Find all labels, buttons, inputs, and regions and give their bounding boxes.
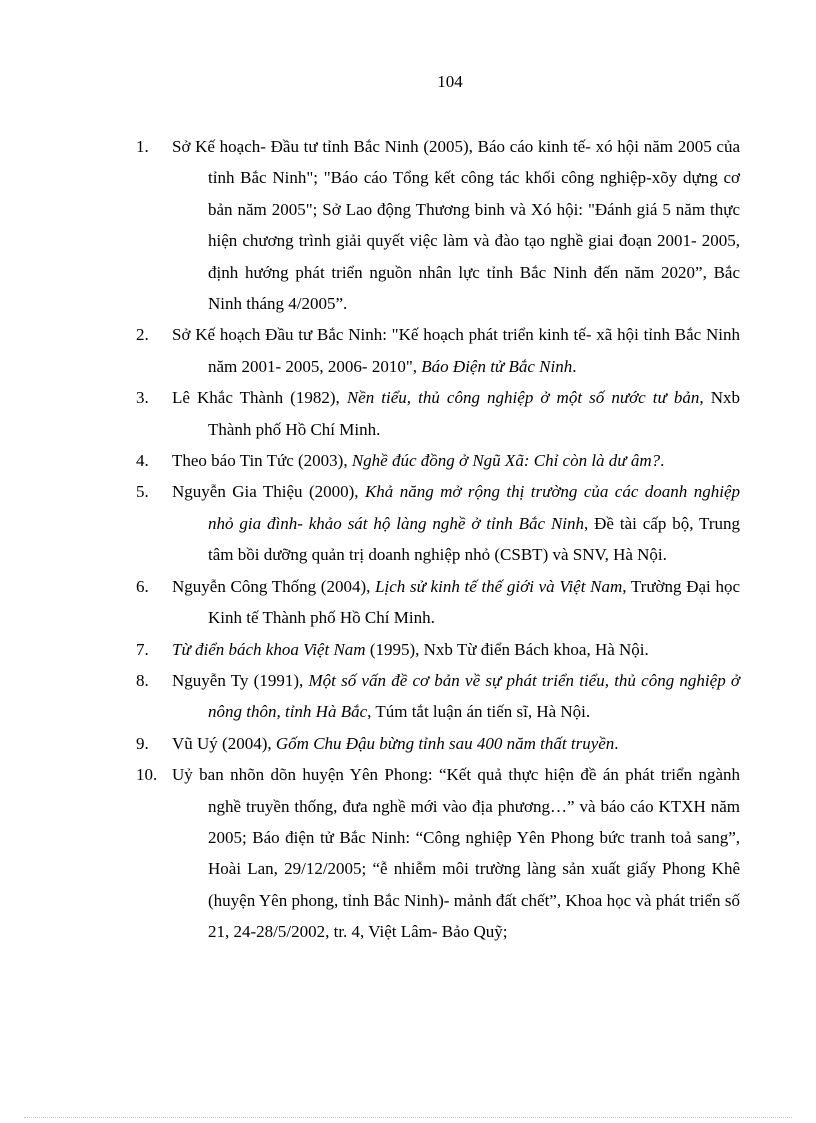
reference-item <box>136 759 740 947</box>
reference-number: 6. <box>136 576 149 596</box>
reference-text-part: Nguyễn Ty (1991), <box>172 670 309 690</box>
reference-item <box>136 728 740 759</box>
reference-title: Khả năng mở rộng thị trường của các doanh nghiệp nhỏ gia đình- khảo sát hộ làng nghề ở tỉnh Bắc Ninh <box>208 482 740 533</box>
reference-text-part: Nguyễn Gia Thiệu (2000), <box>172 482 365 502</box>
reference-title: Báo Điện tử Bắc Ninh <box>421 356 573 376</box>
reference-text-part: , Trường Đại học Kinh tế Thành phố Hồ Chí Minh. <box>208 576 741 628</box>
reference-title: Một số vấn đề cơ bản về sự phát triển tiểu, thủ công nghiệp ở nông thôn, tỉnh Hà Bắc <box>208 670 740 722</box>
reference-item <box>136 665 740 728</box>
reference-text <box>172 476 740 570</box>
reference-text-part: Lê Khắc Thành (1982), <box>172 388 347 408</box>
reference-item <box>136 382 740 445</box>
reference-number: 10. <box>136 765 158 785</box>
reference-number: 8. <box>136 670 149 690</box>
reference-item <box>136 634 740 665</box>
reference-item <box>136 571 740 634</box>
reference-text-part: Vũ Uý (2004), <box>172 733 276 753</box>
reference-text-part: , Đề tài cấp bộ, Trung tâm bồi dưỡng quản trị doanh nghiệp nhỏ (CSBT) và SNV, Hà Nội. <box>208 513 740 565</box>
reference-number: 7. <box>136 639 149 659</box>
reference-text <box>172 665 740 728</box>
reference-number: 9. <box>136 733 149 753</box>
reference-text <box>172 571 741 634</box>
reference-text-part: Theo báo Tin Tức (2003), <box>172 451 352 471</box>
reference-text-part: Sở Kế hoạch- Đầu tư tỉnh Bắc Ninh (2005), Báo cáo kinh tế- xó hội năm 2005 của tỉnh Bắc Ninh"; "Báo cáo Tổng kết công tác khối công nghiệp-xõy dựng cơ bản năm 2005"; Sở Lao động Thương binh và Xó hội: "Đánh giá 5 năm thực hiện chương trình giải quyết việc làm và đào tạo nghề giai đoạn 2001- 2005, định hướng phát triển nguồn nhân lực tỉnh Bắc Ninh đến năm 2020”, Bắc Ninh tháng 4/2005”. <box>172 137 740 314</box>
reference-number: 2. <box>136 325 149 345</box>
reference-text-part: . <box>614 733 619 753</box>
reference-text-part: Nguyễn Công Thống (2004), <box>172 576 376 596</box>
reference-text <box>172 382 740 445</box>
reference-title: Nghề đúc đồng ở Ngũ Xã: Chỉ còn là dư âm? <box>351 451 661 471</box>
reference-text <box>172 319 740 382</box>
reference-title: Nền tiểu, thủ công nghiệp ở một số nước tư bản <box>346 388 700 408</box>
reference-number: 1. <box>136 137 149 156</box>
reference-title: Từ điển bách khoa Việt Nam <box>172 639 366 659</box>
reference-title: Lịch sử kinh tế thế giới và Việt Nam <box>375 576 623 596</box>
reference-number: 3. <box>136 388 149 408</box>
reference-title: Gốm Chu Đậu bừng tỉnh sau 400 năm thất truyền <box>275 733 615 753</box>
reference-text <box>172 131 740 319</box>
reference-text-part: . <box>660 451 665 471</box>
reference-text <box>172 634 740 665</box>
reference-text <box>172 728 740 759</box>
reference-text-part: , Nxb Thành phố Hồ Chí Minh. <box>208 388 740 439</box>
page-number: 104 <box>437 72 463 91</box>
reference-text-part: (1995), Nxb Từ điển Bách khoa, Hà Nội. <box>365 639 649 659</box>
reference-text <box>172 445 740 476</box>
reference-text-part: Sở Kế hoạch Đầu tư Bắc Ninh: "Kế hoạch phát triển kinh tế- xã hội tỉnh Bắc Ninh năm 2001- 2005, 2006- 2010", <box>172 325 740 376</box>
reference-item <box>136 476 740 570</box>
reference-text-part: Uỷ ban nhõn dõn huyện Yên Phong: “Kết quả thực hiện đề án phát triển ngành nghề truyền thống, đưa nghề mới vào địa phương…” và báo cáo KTXH năm 2005; Báo điện tử Bắc Ninh: “Công nghiệp Yên Phong bức tranh toả sang”, Hoài Lan, 29/12/2005; “ễ nhiễm môi trường làng sản xuất giấy Phong Khê (huyện Yên phong, tỉnh Bắc Ninh)- mảnh đất chết”, Khoa học và phát triển số 21, 24-28/5/2002, tr. 4, Việt Lâm- Bảo Quỹ; <box>172 765 740 942</box>
reference-item <box>136 445 740 476</box>
reference-number: 5. <box>136 482 149 502</box>
reference-list <box>136 131 740 948</box>
reference-text-part: . <box>572 356 577 376</box>
reference-item <box>136 319 740 382</box>
reference-number: 4. <box>136 451 149 471</box>
reference-item <box>136 131 740 319</box>
reference-text-part: , Túm tắt luận án tiến sĩ, Hà Nội. <box>367 702 591 722</box>
page-bottom-divider <box>24 1117 792 1118</box>
reference-text <box>172 759 740 947</box>
